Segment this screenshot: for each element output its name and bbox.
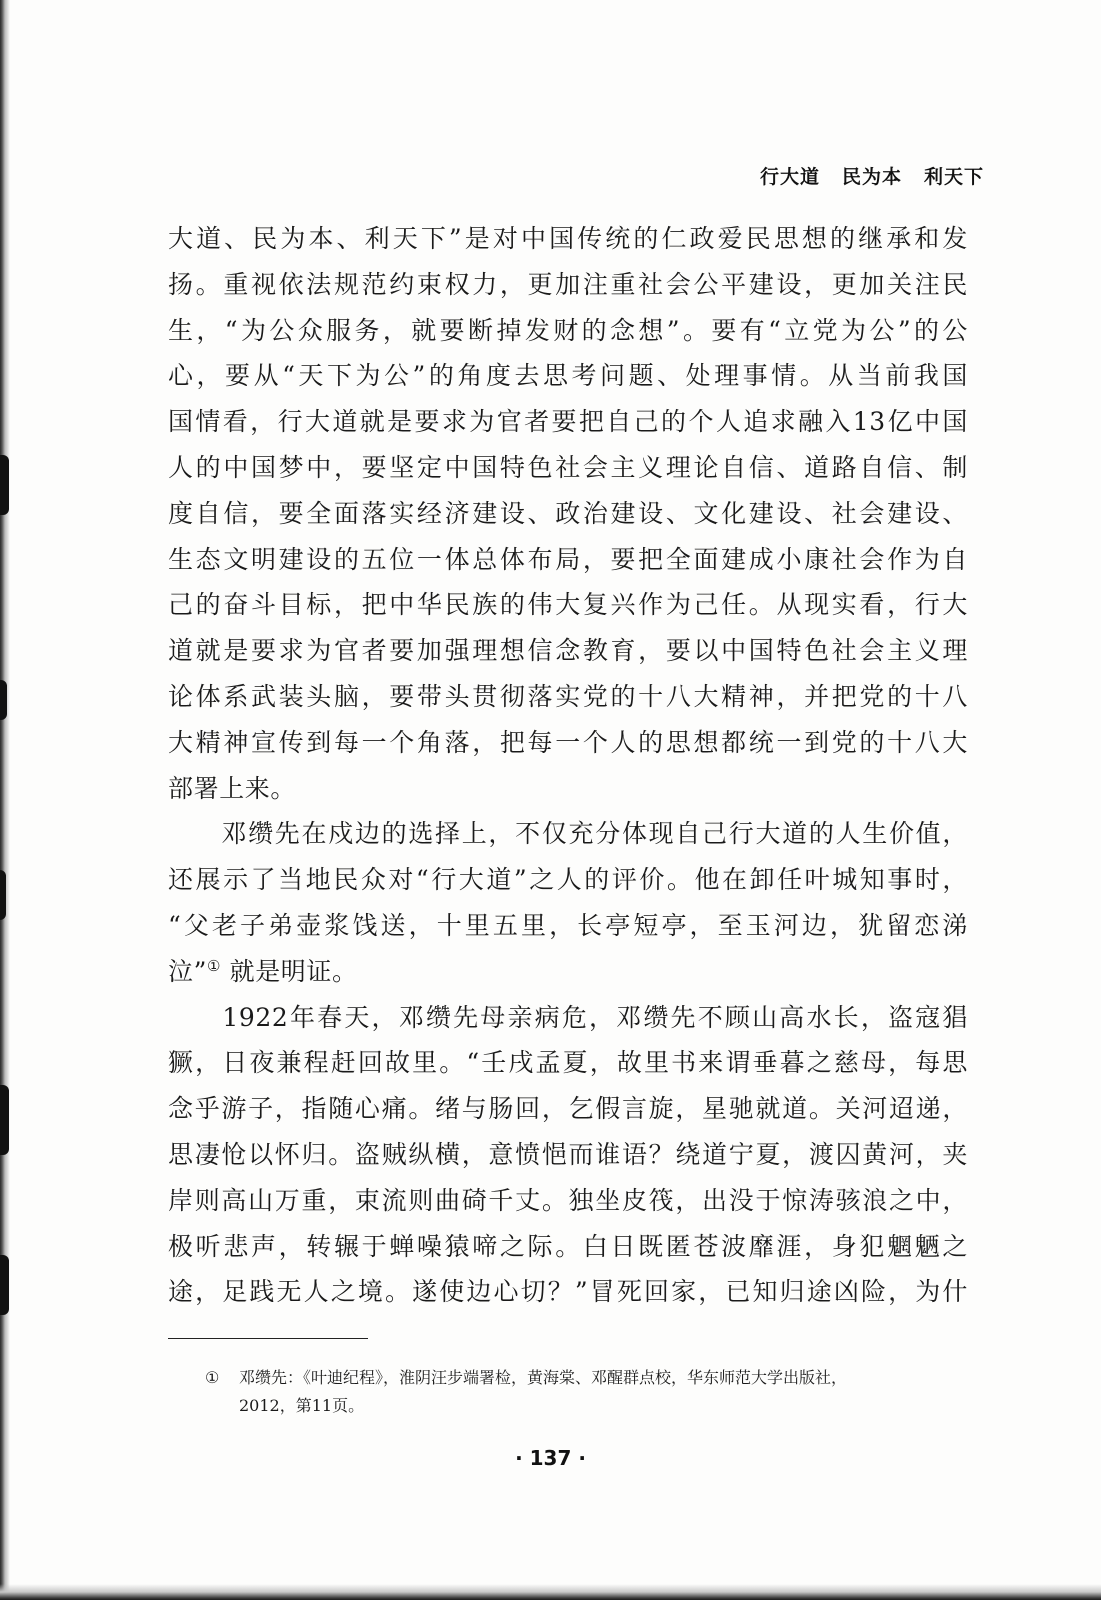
text-line: 1922年春天，邓缵先母亲病危，邓缵先不顾山高水长，盗寇猖 (168, 1002, 968, 1032)
text-line: 獗，日夜兼程赶回故里。“壬戌孟夏，故里书来谓垂暮之慈母，每思 (168, 1048, 968, 1078)
footnote (205, 1364, 975, 1420)
text-line: 岸则高山万重，束流则曲碕千丈。独坐皮筏，出没于惊涛骇浪之中， (168, 1185, 968, 1215)
scan-left-edge (0, 0, 10, 1600)
text-line-with-footnote (168, 949, 968, 995)
text-line: 扬。重视依法规范约束权力，更加注重社会公平建设，更加关注民 (168, 269, 968, 299)
text-line: 邓缵先在戍边的选择上，不仅充分体现自己行大道的人生价值， (168, 819, 968, 849)
text-line: 部署上来。 (168, 773, 297, 803)
footnote-reference[interactable]: ① (206, 956, 222, 975)
body-text (168, 216, 968, 1315)
text-line: 己的奋斗目标，把中华民族的伟大复兴作为己任。从现实看，行大 (168, 590, 968, 620)
footnote-line: 2012，第11页。 (239, 1396, 365, 1415)
page-number: · 137 · (515, 1446, 586, 1470)
text-line: 念乎游子，指随心痛。绪与肠回，乞假言旋，星驰就道。关河迢递， (168, 1094, 968, 1124)
paragraph-2 (168, 811, 968, 994)
text-line: 人的中国梦中，要坚定中国特色社会主义理论自信、道路自信、制 (168, 452, 968, 482)
text-line: “父老子弟壶浆饯送，十里五里，长亭短亭，至玉河边，犹留恋涕 (168, 910, 968, 940)
text-fragment: 泣” (168, 956, 207, 986)
text-line: 途，足践无人之境。遂使边心切？”冒死回家，已知归途凶险，为什 (168, 1277, 968, 1307)
text-line: 还展示了当地民众对“行大道”之人的评价。他在卸任叶城知事时， (168, 865, 968, 895)
paragraph-3 (168, 995, 968, 1316)
footnote-text: 邓缵先：《叶迪纪程》，淮阴汪步端署检，黄海棠、邓醒群点校，华东师范大学出版社， (239, 1368, 848, 1387)
text-line: 心，要从“天下为公”的角度去思考问题、处理事情。从当前我国 (168, 361, 968, 391)
footnote-divider (168, 1338, 368, 1339)
text-line: 论体系武装头脑，要带头贯彻落实党的十八大精神，并把党的十八 (168, 681, 968, 711)
footnote-mark: ① (205, 1368, 220, 1387)
running-head-part-1: 行大道 (759, 166, 820, 188)
text-line: 国情看，行大道就是要求为官者要把自己的个人追求融入13亿中国 (168, 407, 968, 437)
text-line: 生，“为公众服务，就要断掉发财的念想”。要有“立党为公”的公 (168, 315, 968, 345)
text-line: 度自信，要全面落实经济建设、政治建设、文化建设、社会建设、 (168, 498, 968, 528)
text-fragment: 就是明证。 (221, 956, 358, 986)
running-head (760, 162, 984, 189)
text-line: 大精神宣传到每一个角落，把每一个人的思想都统一到党的十八大 (168, 727, 968, 757)
paragraph-1 (168, 216, 968, 811)
text-line: 生态文明建设的五位一体总体布局，要把全面建成小康社会作为自 (168, 544, 968, 574)
text-line: 大道、民为本、利天下”是对中国传统的仁政爱民思想的继承和发 (168, 224, 968, 253)
running-head-part-2: 民为本 (841, 166, 902, 188)
text-line: 道就是要求为官者要加强理想信念教育，要以中国特色社会主义理 (168, 636, 968, 666)
footnote-line (205, 1364, 975, 1392)
text-line: 思凄怆以怀归。盗贼纵横，意愤悒而谁语？绕道宁夏，渡囚黄河，夹 (168, 1139, 968, 1169)
text-line: 极听悲声，转辗于蝉噪猿啼之际。白日既匿苍波靡涯，身犯魍魉之 (168, 1231, 968, 1261)
scan-bottom-edge (0, 1584, 1101, 1600)
running-head-part-3: 利天下 (923, 166, 984, 188)
